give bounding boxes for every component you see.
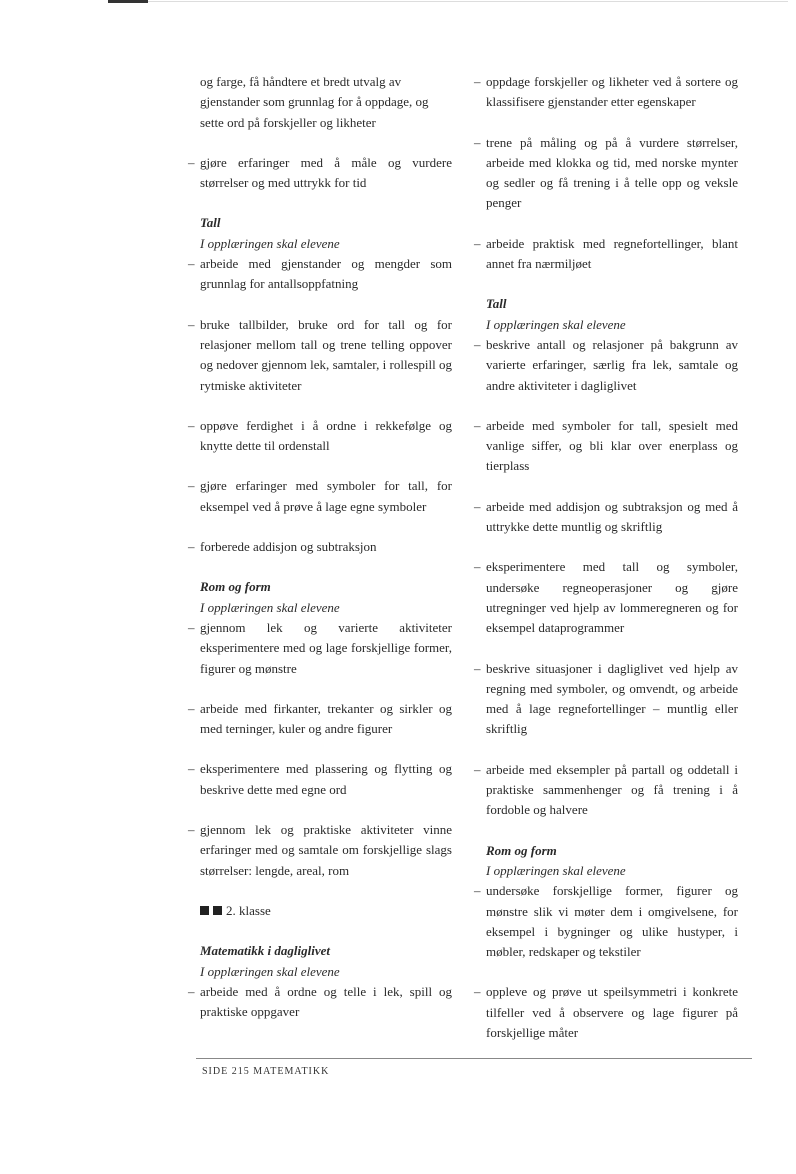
list-item: – beskrive antall og relasjoner på bakgrunn av varierte erfaringer, særlig fra lek, samtale og andre aktiviteter i dagliglivet: [474, 335, 738, 396]
text-block: [188, 901, 452, 921]
text-block: [474, 72, 738, 113]
text-block: [188, 476, 452, 517]
list-item: – eksperimentere med plassering og flytting og beskrive dette med egne ord: [188, 759, 452, 800]
text-block: [188, 213, 452, 294]
list-item: – beskrive situasjoner i dagliglivet ved hjelp av regning med symboler, og omvendt, og arbeide med å lage regnefortellinger – muntlig eller skriftlig: [474, 659, 738, 740]
section-heading: Matematikk i dagliglivet: [200, 943, 330, 959]
text-block: [474, 294, 738, 395]
text-block: [188, 315, 452, 396]
list-item: – undersøke forskjellige former, figurer og mønstre slik vi møter dem i omgivelsene, for eksempel i bygninger og ulike hustyper, i møbler, redskaper og tekstiler: [474, 881, 738, 962]
list-item: – gjøre erfaringer med symboler for tall, for eksempel ved å prøve å lage egne symboler: [188, 476, 452, 517]
grade-label: 2. klasse: [226, 902, 271, 918]
list-item: – eksperimentere med tall og symboler, undersøke regneoperasjoner og gjøre utregninger ved hjelp av lommeregneren og for eksempel dataprogrammer: [474, 557, 738, 638]
square-bullet-icon: [213, 906, 222, 915]
section-subheading: I opplæringen skal elevene: [486, 316, 626, 332]
text-block: [188, 416, 452, 457]
list-item: – arbeide med symboler for tall, spesielt med vanlige siffer, og bli klar over enerplass og tierplass: [474, 416, 738, 477]
grade-heading: [188, 901, 452, 921]
list-item: – oppleve og prøve ut speilsymmetri i konkrete tilfeller ved å observere og lage figurer på forskjellige måter: [474, 982, 738, 1043]
text-block: [188, 759, 452, 800]
section-subheading: I opplæringen skal elevene: [200, 235, 340, 251]
text-block: [188, 72, 452, 133]
text-block: [474, 497, 738, 538]
list-item: – bruke tallbilder, bruke ord for tall og for relasjoner mellom tall og trene telling oppover og nedover gjennom lek, samtaler, i rollespill og rytmiske aktiviteter: [188, 315, 452, 396]
text-block: [474, 841, 738, 963]
text-block: [474, 416, 738, 477]
top-edge-mark: [108, 0, 148, 3]
section-heading: Rom og form: [486, 842, 557, 858]
list-item: – gjennom lek og praktiske aktiviteter vinne erfaringer med og samtale om forskjellige slags størrelser: lengde, areal, rom: [188, 820, 452, 881]
page-footer: SIDE 215 MATEMATIKK: [202, 1066, 330, 1077]
section-heading: Rom og form: [200, 579, 271, 595]
top-edge-line: [148, 1, 788, 2]
section-heading: Tall: [200, 215, 221, 231]
section-subheading: I opplæringen skal elevene: [486, 862, 626, 878]
text-block: [474, 557, 738, 638]
list-item: – arbeide med addisjon og subtraksjon og med å uttrykke dette muntlig og skriftlig: [474, 497, 738, 538]
list-item: – arbeide med firkanter, trekanter og sirkler og med terninger, kuler og andre figurer: [188, 699, 452, 740]
text-block: [474, 982, 738, 1043]
text-block: [188, 941, 452, 1022]
square-bullet-icon: [200, 906, 209, 915]
text-block: [188, 820, 452, 881]
text-block: [474, 133, 738, 214]
list-item: – arbeide praktisk med regnefortellinger, blant annet fra nærmiljøet: [474, 234, 738, 275]
list-item: – arbeide med eksempler på partall og oddetall i praktiske sammenhenger og få trening i å fordoble og halvere: [474, 760, 738, 821]
section-subheading: I opplæringen skal elevene: [200, 963, 340, 979]
footer-rule: [196, 1058, 752, 1059]
text-block: [474, 659, 738, 740]
list-item: – trene på måling og på å vurdere størrelser, arbeide med klokka og tid, med norske mynter og sedler og få trening i å telle opp og veksle penger: [474, 133, 738, 214]
list-item: – arbeide med gjenstander og mengder som grunnlag for antallsoppfatning: [188, 254, 452, 295]
list-item: – gjennom lek og varierte aktiviteter eksperimentere med og lage forskjellige former, figurer og mønstre: [188, 618, 452, 679]
list-item: – forberede addisjon og subtraksjon: [188, 537, 452, 557]
right-column: [474, 72, 738, 1063]
text-block: [474, 234, 738, 275]
list-item: – oppøve ferdighet i å ordne i rekkefølge og knytte dette til ordenstall: [188, 416, 452, 457]
text-block: [188, 153, 452, 194]
list-item: – arbeide med å ordne og telle i lek, spill og praktiske oppgaver: [188, 982, 452, 1023]
paragraph-continuation: og farge, få håndtere et bredt utvalg av gjenstander som grunnlag for å oppdage, og sette ord på forskjeller og likheter: [200, 74, 429, 130]
text-block: [188, 699, 452, 740]
text-block: [188, 577, 452, 678]
text-block: [188, 537, 452, 557]
list-item: – gjøre erfaringer med å måle og vurdere størrelser og med uttrykk for tid: [188, 153, 452, 194]
section-subheading: I opplæringen skal elevene: [200, 599, 340, 615]
section-heading: Tall: [486, 296, 507, 312]
left-column: [188, 72, 452, 1042]
text-block: [474, 760, 738, 821]
list-item: – oppdage forskjeller og likheter ved å sortere og klassifisere gjenstander etter egenskaper: [474, 72, 738, 113]
